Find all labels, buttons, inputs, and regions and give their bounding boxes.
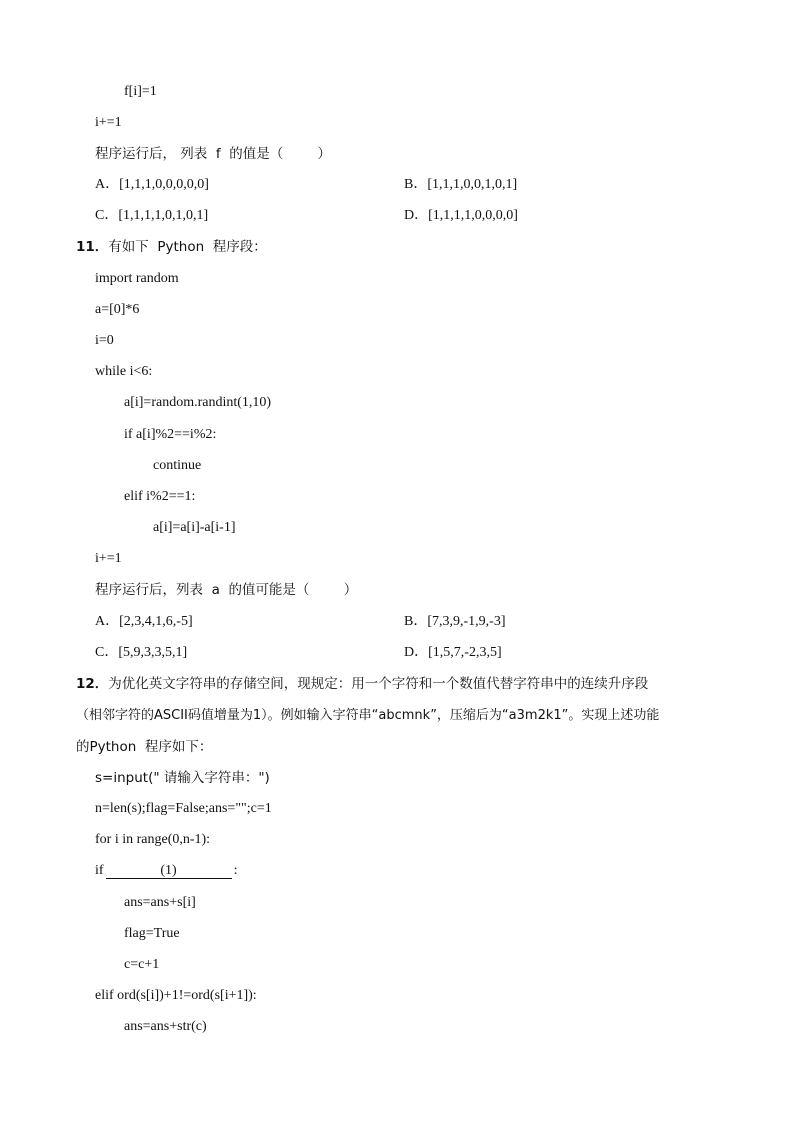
option-b[interactable] bbox=[404, 176, 517, 194]
code-line: c=c+1 bbox=[124, 957, 160, 972]
code-line: i=0 bbox=[95, 333, 114, 348]
code-line-with-blank bbox=[95, 862, 237, 880]
code-line: a=[0]*6 bbox=[95, 302, 140, 317]
code-line: a[i]=random.randint(1,10) bbox=[124, 395, 272, 410]
question-prompt: 程序运行后， 列表 f 的值是（ ） bbox=[95, 146, 332, 162]
code-line: import random bbox=[95, 271, 179, 286]
code-line: elif i%2==1: bbox=[124, 489, 196, 504]
question-12-stem bbox=[76, 675, 648, 693]
answer-blank-1[interactable]: (1) bbox=[106, 863, 232, 879]
code-line: for i in range(0,n-1): bbox=[95, 832, 211, 847]
option-label: C． bbox=[95, 208, 119, 223]
code-line: a[i]=a[i]-a[i-1] bbox=[153, 520, 236, 535]
option-a[interactable] bbox=[95, 176, 209, 194]
code-line: f[i]=1 bbox=[124, 84, 157, 99]
question-number: 11． bbox=[76, 239, 109, 255]
question-number: 12． bbox=[76, 676, 109, 692]
option-text: [1,1,1,1,0,0,0,0] bbox=[428, 208, 518, 223]
option-label: A． bbox=[95, 177, 120, 192]
option-text: [1,1,1,1,0,1,0,1] bbox=[118, 208, 209, 223]
option-label: B． bbox=[404, 614, 428, 629]
option-label: B． bbox=[404, 177, 428, 192]
option-label: D． bbox=[404, 645, 429, 660]
code-line: ans=ans+s[i] bbox=[124, 895, 196, 910]
option-c[interactable] bbox=[95, 644, 187, 662]
code-line: n=len(s);flag=False;ans="";c=1 bbox=[95, 801, 272, 816]
question-stem-line: 的Python 程序如下： bbox=[76, 739, 213, 755]
option-text: [1,5,7,-2,3,5] bbox=[428, 645, 502, 660]
option-text: [1,1,1,0,0,0,0,0] bbox=[119, 177, 209, 192]
question-11-stem bbox=[76, 238, 267, 256]
option-text: [1,1,1,0,0,1,0,1] bbox=[427, 177, 518, 192]
option-d[interactable] bbox=[404, 644, 502, 662]
option-label: C． bbox=[95, 645, 119, 660]
option-d[interactable] bbox=[404, 207, 518, 225]
code-line: ans=ans+str(c) bbox=[124, 1019, 207, 1034]
code-line: while i<6: bbox=[95, 364, 153, 379]
code-line: continue bbox=[153, 458, 202, 473]
option-text: [5,9,3,3,5,1] bbox=[118, 645, 188, 660]
option-label: A． bbox=[95, 614, 120, 629]
option-text: [2,3,4,1,6,-5] bbox=[119, 614, 193, 629]
option-label: D． bbox=[404, 208, 429, 223]
code-line: i+=1 bbox=[95, 551, 122, 566]
code-keyword: if bbox=[95, 863, 104, 878]
option-b[interactable] bbox=[404, 613, 506, 631]
code-line: if a[i]%2==i%2: bbox=[124, 427, 217, 442]
question-stem-line: （相邻字符的ASCII码值增量为1）。例如输入字符串“abcmnk”，压缩后为“a3m2k1”。实现上述功能 bbox=[76, 708, 660, 723]
question-stem: 有如下 Python 程序段： bbox=[108, 239, 267, 255]
code-line: elif ord(s[i])+1!=ord(s[i+1]): bbox=[95, 988, 257, 1003]
code-line: s=input(" 请输入字符串：") bbox=[95, 770, 270, 786]
code-line: i+=1 bbox=[95, 115, 122, 130]
option-text: [7,3,9,-1,9,-3] bbox=[427, 614, 506, 629]
question-prompt: 程序运行后，列表 a 的值可能是（ ） bbox=[95, 582, 358, 598]
option-a[interactable] bbox=[95, 613, 193, 631]
option-c[interactable] bbox=[95, 207, 208, 225]
question-stem: 为优化英文字符串的存储空间，现规定：用一个字符和一个数值代替字符串中的连续升序段 bbox=[108, 676, 649, 692]
code-line: flag=True bbox=[124, 926, 180, 941]
code-colon: : bbox=[233, 863, 238, 878]
